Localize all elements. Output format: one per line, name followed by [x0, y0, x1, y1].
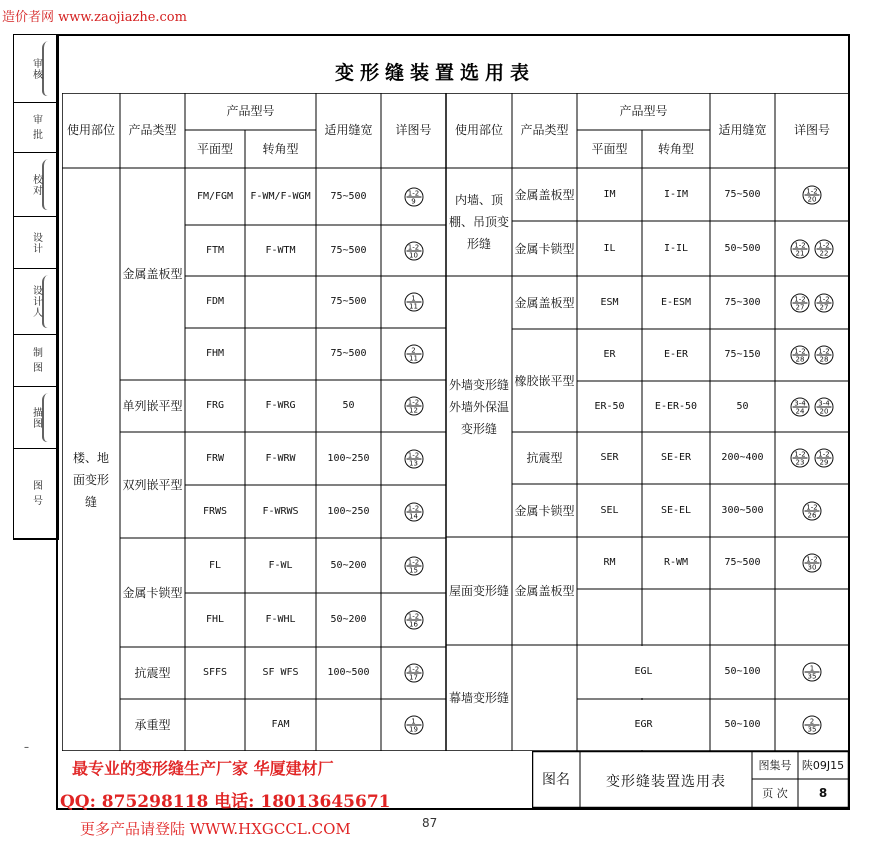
right-product-type: 金属盖板型: [514, 295, 575, 310]
detail-ref-page: 28: [795, 355, 805, 364]
right-corner-model: I-IL: [663, 242, 689, 254]
sidebar-label: 审核: [30, 57, 42, 80]
left-flat-model: FDM: [205, 296, 225, 307]
detail-ref-symbol: [815, 239, 834, 258]
detail-ref-symbol: [404, 556, 423, 575]
left-joint-width: 75~500: [330, 190, 367, 202]
right-joint-width: 50~100: [724, 719, 761, 730]
detail-ref-sheet: 1: [411, 717, 416, 726]
sidebar-label: 设计人: [30, 285, 42, 318]
right-corner-model: E-ER-50: [654, 400, 698, 412]
detail-ref-page: 17: [409, 673, 418, 682]
header-left-width: 适用缝宽: [324, 123, 373, 137]
detail-ref-symbol: [404, 664, 423, 683]
sidebar-cell: [14, 153, 58, 217]
header-left-model: 产品型号: [226, 104, 275, 118]
detail-ref-symbol: [815, 449, 834, 468]
header-right-detail: 详图号: [793, 123, 831, 137]
detail-ref-page: 9: [411, 197, 416, 205]
right-joint-width: 75~150: [724, 349, 761, 360]
left-flat-model: FRW: [205, 452, 225, 464]
sidebar-cell: [14, 335, 58, 387]
promo-line-1: 最专业的变形缝生产厂家 华厦建材厂: [72, 759, 334, 778]
left-corner-model: F-WM/F-WGM: [250, 190, 311, 202]
left-corner-model: F-WHL: [265, 614, 296, 625]
detail-ref-symbol: [791, 397, 810, 416]
promo-line-2: QQ: 875298118 电话: 18013645671: [60, 792, 391, 812]
left-flat-model: FHM: [205, 348, 225, 359]
detail-ref-sheet: 1: [411, 294, 416, 303]
detail-ref-sheet: 2: [809, 717, 815, 726]
right-merged-model: EGR: [634, 719, 653, 730]
detail-ref-sheet: 1-2: [806, 555, 818, 564]
atlas-label: 图集号: [758, 759, 792, 772]
detail-ref-symbol: [404, 293, 423, 312]
right-flat-model: ER: [603, 349, 616, 360]
selection-table: [62, 93, 849, 751]
header-left-flat: 平面型: [196, 142, 234, 156]
right-joint-width: 50: [736, 400, 749, 412]
left-joint-width: 100~250: [327, 452, 370, 464]
left-flat-model: FHL: [205, 614, 225, 625]
detail-ref-page: 35: [807, 672, 817, 681]
detail-ref-symbol: [404, 449, 423, 468]
detail-ref-page: 16: [409, 620, 418, 629]
left-flat-model: SFFS: [202, 667, 228, 678]
handwritten-signature: [42, 392, 54, 443]
detail-ref-sheet: 1-2: [818, 450, 830, 459]
detail-ref-page: 30: [807, 563, 817, 572]
detail-ref-sheet: 1-2: [794, 347, 806, 356]
detail-ref-symbol: [404, 502, 423, 521]
detail-ref-sheet: 1-2: [407, 451, 420, 459]
right-corner-model: E-ESM: [660, 296, 692, 308]
detail-ref-page: 23: [795, 458, 805, 467]
right-usage: 屋面变形缝: [449, 584, 510, 598]
sidebar-label: 校对: [30, 173, 42, 196]
detail-ref-page: 11: [409, 302, 418, 311]
left-product-type: 双列嵌平型: [122, 478, 183, 492]
detail-ref-symbol: [791, 449, 810, 468]
left-flat-model: FL: [208, 559, 222, 571]
handwritten-signature: [42, 274, 54, 329]
left-product-type: 金属盖板型: [122, 267, 183, 281]
detail-ref-symbol: [803, 554, 822, 573]
right-flat-model: SER: [600, 452, 619, 463]
detail-ref-symbol: [815, 397, 834, 416]
sidebar-label: 制 图: [30, 347, 42, 374]
detail-ref-symbol: [803, 501, 822, 520]
detail-ref-sheet: 1-2: [407, 612, 420, 621]
detail-ref-sheet: 1-2: [818, 241, 830, 249]
detail-ref-sheet: 1-2: [407, 665, 420, 674]
right-usage: 幕墙变形缝: [449, 691, 510, 705]
left-joint-width: 50~200: [330, 559, 367, 571]
detail-ref-symbol: [404, 397, 423, 416]
page-footer-number: 87: [422, 816, 438, 830]
right-flat-model: ER-50: [594, 400, 625, 412]
right-flat-model: SEL: [600, 504, 619, 516]
detail-ref-page: 10: [409, 251, 418, 259]
detail-ref-sheet: 1-2: [818, 347, 830, 356]
right-flat-model: IL: [603, 242, 616, 254]
left-corner-model: FAM: [271, 719, 290, 730]
detail-ref-page: 26: [807, 511, 817, 519]
left-flat-model: FRG: [205, 400, 225, 411]
detail-ref-sheet: 1-2: [806, 503, 818, 511]
atlas-number: 陕09J15: [801, 759, 845, 772]
right-joint-width: 200~400: [721, 452, 764, 463]
detail-ref-page: 27: [795, 303, 805, 311]
left-joint-width: 100~250: [327, 505, 370, 517]
detail-ref-symbol: [791, 239, 810, 258]
left-corner-model: F-WRWS: [262, 505, 299, 517]
header-right-corner: 转角型: [657, 142, 695, 156]
detail-ref-symbol: [791, 293, 810, 312]
right-corner-model: I-IM: [663, 188, 689, 200]
header-right-product-type: 产品类型: [520, 123, 569, 137]
detail-ref-symbol: [404, 187, 423, 206]
right-product-type: 金属卡锁型: [514, 241, 575, 256]
detail-ref-page: 20: [819, 407, 829, 415]
detail-ref-symbol: [803, 716, 822, 735]
left-corner-model: F-WRG: [265, 400, 296, 411]
sidebar-label: 图 号: [30, 480, 42, 507]
left-joint-width: 100~500: [327, 667, 370, 678]
detail-ref-page: 20: [807, 195, 817, 203]
detail-ref-symbol: [803, 663, 822, 682]
detail-ref-page: 14: [409, 512, 418, 520]
left-corner-model: SF WFS: [262, 667, 299, 678]
detail-ref-symbol: [404, 345, 423, 364]
page-title: 变形缝装置选用表: [334, 62, 535, 84]
right-usage: 外墙变形缝外墙外保温变形缝: [449, 377, 510, 436]
right-flat-model: IM: [603, 188, 616, 200]
detail-ref-sheet: 1-2: [407, 398, 420, 407]
right-joint-width: 50~100: [724, 666, 761, 677]
sidebar-label: 设计: [30, 231, 42, 254]
signature-sidebar: [13, 34, 59, 540]
drawing-name: 变形缝装置选用表: [606, 774, 726, 790]
detail-ref-sheet: 1-2: [407, 504, 420, 512]
sidebar-cell: [14, 449, 58, 539]
header-left-product-type: 产品类型: [128, 123, 177, 137]
right-joint-width: 75~300: [724, 296, 761, 308]
right-flat-model: RM: [603, 557, 616, 568]
right-merged-model: EGL: [634, 666, 653, 677]
header-left-corner: 转角型: [262, 142, 299, 156]
left-product-type: 单列嵌平型: [122, 399, 183, 413]
right-product-type: 抗震型: [526, 451, 563, 465]
detail-ref-sheet: 1-2: [407, 243, 420, 251]
detail-ref-symbol: [404, 611, 423, 630]
left-flat-model: FTM: [205, 244, 225, 256]
header-left-detail: 详图号: [395, 123, 432, 137]
left-joint-width: 75~500: [330, 348, 367, 359]
right-usage: 内墙、顶棚、吊顶变形缝: [449, 193, 510, 251]
right-joint-width: 300~500: [721, 504, 764, 516]
left-flat-model: FM/FGM: [196, 190, 234, 202]
sidebar-label: 描图: [30, 406, 42, 429]
detail-ref-page: 15: [409, 566, 418, 574]
header-left-usage: 使用部位: [66, 123, 116, 137]
title-block: [532, 751, 849, 808]
sidebar-label: 审 批: [30, 114, 42, 141]
right-corner-model: E-ER: [663, 349, 689, 360]
detail-ref-symbol: [791, 346, 810, 365]
sidebar-cell: [14, 269, 58, 335]
detail-ref-sheet: 1-2: [806, 187, 818, 195]
right-joint-width: 75~500: [724, 188, 761, 200]
detail-ref-page: 22: [819, 249, 829, 257]
right-corner-model: SE-EL: [660, 504, 692, 516]
detail-ref-page: 12: [409, 406, 418, 415]
detail-ref-page: 35: [807, 725, 817, 734]
detail-ref-symbol: [803, 185, 822, 204]
right-flat-model: ESM: [600, 296, 619, 308]
header-right-model: 产品型号: [619, 104, 668, 118]
left-joint-width: 75~500: [330, 296, 367, 307]
right-product-type: 橡胶嵌平型: [514, 373, 575, 388]
right-corner-model: SE-ER: [660, 452, 692, 463]
left-product-type: 抗震型: [134, 666, 171, 680]
right-product-type: 金属盖板型: [514, 584, 575, 598]
detail-ref-sheet: 1-2: [794, 241, 806, 249]
header-right-flat: 平面型: [591, 142, 628, 156]
detail-ref-page: 24: [795, 407, 805, 415]
detail-ref-sheet: 1-2: [794, 295, 806, 303]
handwritten-signature: [42, 158, 54, 211]
detail-ref-symbol: [404, 241, 423, 260]
detail-ref-page: 21: [795, 249, 805, 257]
detail-ref-sheet: 1: [809, 664, 815, 673]
header-right-width: 适用缝宽: [718, 123, 767, 137]
left-joint-width: 75~500: [330, 244, 367, 256]
promo-line-3: 更多产品请登陆 WWW.HXGCCL.COM: [80, 820, 351, 838]
detail-ref-page: 29: [819, 458, 829, 467]
detail-ref-symbol: [815, 346, 834, 365]
left-corner-model: F-WRW: [265, 452, 296, 464]
right-product-type: 金属卡锁型: [514, 503, 575, 518]
sidebar-cell: [14, 387, 58, 449]
detail-ref-sheet: 3-4: [818, 399, 830, 407]
right-joint-width: 75~500: [724, 557, 761, 568]
left-corner-model: F-WL: [268, 559, 293, 571]
left-product-type: 承重型: [134, 718, 171, 732]
detail-ref-symbol: [404, 716, 423, 735]
detail-ref-page: 27: [819, 303, 829, 311]
sidebar-cell: [14, 217, 58, 269]
margin-mark: –: [24, 742, 29, 753]
left-joint-width: 50~200: [330, 614, 367, 625]
detail-ref-sheet: 1-2: [794, 450, 806, 459]
left-product-type: 金属卡锁型: [122, 585, 183, 600]
right-corner-model: R-WM: [663, 557, 689, 568]
drawing-name-label: 图名: [542, 772, 570, 788]
left-usage: 楼、地面变形缝: [72, 450, 109, 509]
detail-ref-sheet: 2: [411, 346, 416, 355]
top-watermark: 造价者网 www.zaojiazhe.com: [2, 10, 187, 25]
left-flat-model: FRWS: [202, 505, 228, 517]
left-corner-model: F-WTM: [265, 244, 296, 256]
page-label: 页 次: [762, 787, 788, 800]
detail-ref-page: 11: [409, 354, 418, 363]
detail-ref-page: 19: [409, 725, 418, 734]
detail-ref-symbol: [815, 293, 834, 312]
detail-ref-sheet: 1-2: [407, 189, 420, 197]
header-right-usage: 使用部位: [454, 123, 504, 137]
detail-ref-sheet: 3-4: [794, 399, 806, 407]
detail-ref-sheet: 1-2: [818, 295, 830, 303]
detail-ref-page: 28: [819, 355, 829, 364]
right-joint-width: 50~500: [724, 242, 761, 254]
sidebar-cell: [14, 103, 58, 153]
detail-ref-sheet: 1-2: [407, 558, 420, 566]
detail-ref-page: 13: [409, 459, 418, 467]
left-joint-width: 50: [342, 400, 355, 411]
right-product-type: 金属盖板型: [514, 187, 575, 202]
page-number-box: 8: [818, 786, 828, 800]
